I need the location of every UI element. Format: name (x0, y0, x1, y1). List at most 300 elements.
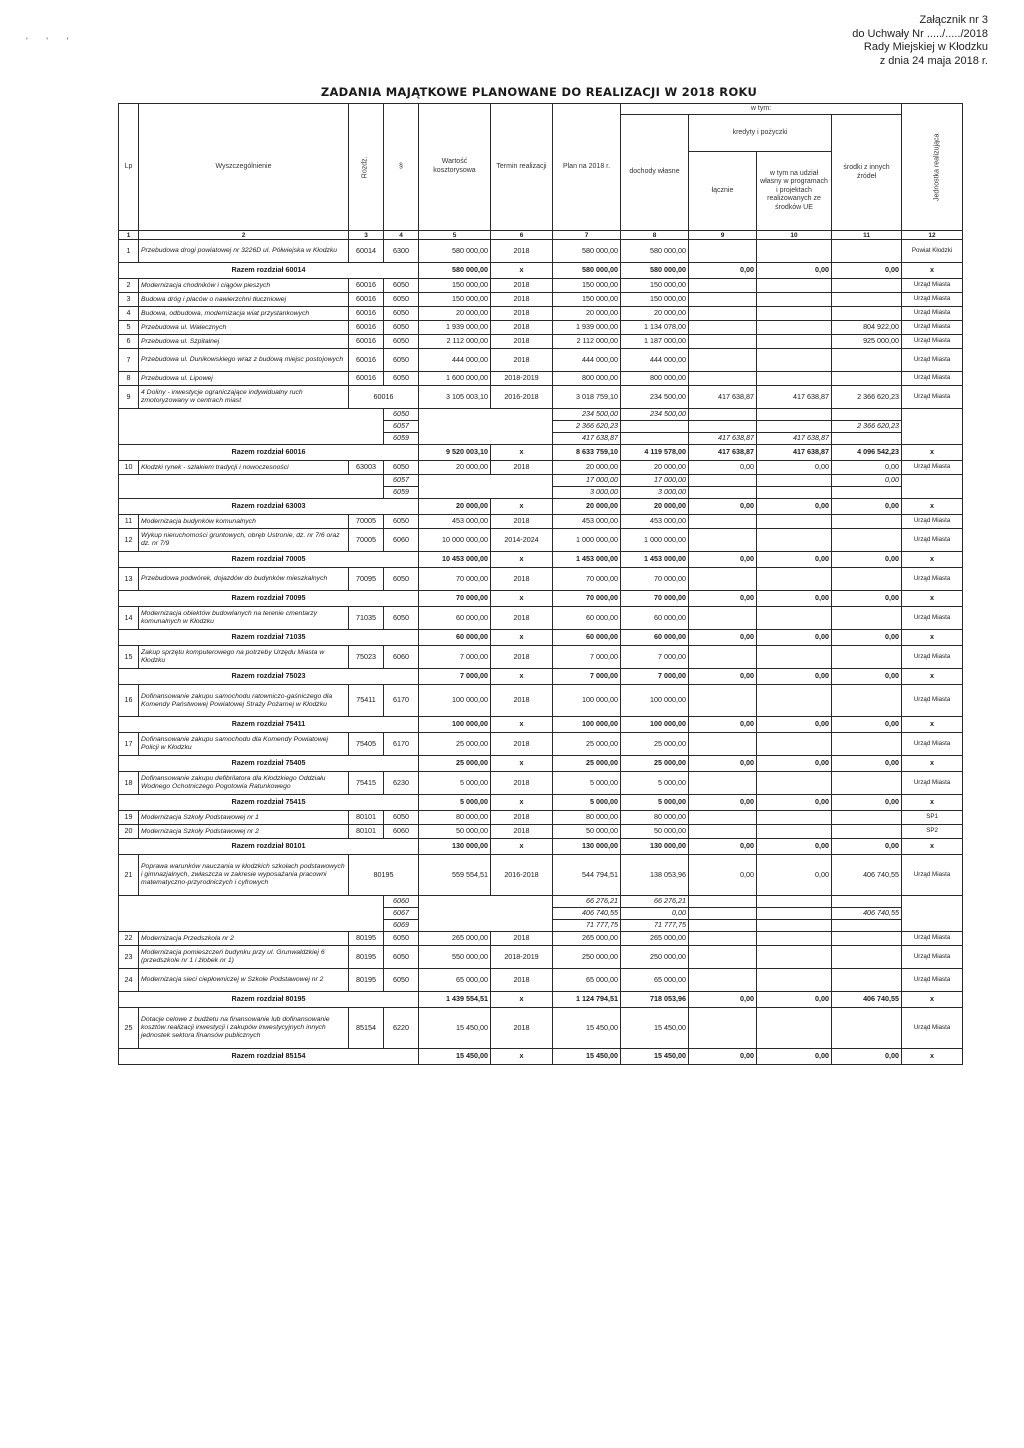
row-credits-eu (757, 307, 832, 321)
table-row (119, 321, 963, 335)
row-description: 4 Doliny - inwestycje ograniczające indywidualny ruch zmotoryzowany w centrach miast (139, 386, 349, 409)
row-value: 2 112 000,00 (419, 335, 491, 349)
row-plan: 50 000,00 (553, 825, 621, 839)
row-lp: 23 (119, 946, 139, 969)
row-description: Modernizacja pomieszczeń budynku przy ul. Grunwaldzkiej 6 (przedszkole nr 1 i żłobek nr 1) (139, 946, 349, 969)
row-term: 2018-2019 (491, 372, 553, 386)
row-credits-eu: 417 638,87 (757, 386, 832, 409)
row-rozdzial: 75405 (349, 733, 384, 756)
sub-row-blank (119, 475, 384, 499)
row-value: 150 000,00 (419, 279, 491, 293)
row-credits-eu: 0,00 (757, 461, 832, 475)
header-plan: Plan na 2018 r. (553, 104, 621, 231)
row-rozdzial: 70005 (349, 515, 384, 529)
row-paragraph: 6050 (384, 969, 419, 992)
total-other-sources: 0,00 (832, 630, 902, 646)
sub-row-other-sources (832, 409, 902, 421)
investment-table (118, 103, 963, 1065)
row-rozdzial: 60016 (349, 279, 384, 293)
row-credits-total: 0,00 (689, 461, 757, 475)
row-paragraph: 6050 (384, 568, 419, 591)
row-other-sources (832, 685, 902, 717)
row-paragraph: 6050 (384, 279, 419, 293)
total-other-sources: 0,00 (832, 717, 902, 733)
row-other-sources (832, 811, 902, 825)
total-own-income: 25 000,00 (621, 756, 689, 772)
total-label: Razem rozdział 75411 (119, 717, 419, 733)
total-unit: x (902, 1049, 963, 1065)
row-term: 2018 (491, 321, 553, 335)
row-term: 2018 (491, 279, 553, 293)
row-own-income: 20 000,00 (621, 307, 689, 321)
row-plan: 1 000 000,00 (553, 529, 621, 552)
column-number: 10 (757, 231, 832, 240)
total-label: Razem rozdział 85154 (119, 1049, 419, 1065)
row-paragraph: 6050 (384, 321, 419, 335)
total-credits-total: 0,00 (689, 795, 757, 811)
total-unit: x (902, 552, 963, 568)
row-unit: Urząd Miasta (902, 568, 963, 591)
row-description: Modernizacja obiektów budowlanych na terenie cmentarzy komunalnych w Kłodzku (139, 607, 349, 630)
row-description: Dofinansowanie zakupu samochodu dla Komendy Powiatowej Policji w Kłodzku (139, 733, 349, 756)
row-other-sources (832, 646, 902, 669)
total-other-sources: 0,00 (832, 591, 902, 607)
row-own-income: 150 000,00 (621, 293, 689, 307)
row-credits-total: 417 638,87 (689, 386, 757, 409)
total-plan: 25 000,00 (553, 756, 621, 772)
row-rozdzial: 80101 (349, 825, 384, 839)
row-rozdzial: 75415 (349, 772, 384, 795)
row-lp: 14 (119, 607, 139, 630)
row-paragraph: 6050 (384, 307, 419, 321)
page-title: ZADANIA MAJĄTKOWE PLANOWANE DO REALIZACJI W 2018 ROKU (320, 85, 758, 99)
total-unit: x (902, 756, 963, 772)
row-lp: 1 (119, 240, 139, 263)
row-description: Kłodzki rynek - szlakiem tradycji i nowoczesności (139, 461, 349, 475)
row-other-sources (832, 307, 902, 321)
row-plan: 265 000,00 (553, 932, 621, 946)
total-plan: 5 000,00 (553, 795, 621, 811)
row-unit: SP2 (902, 825, 963, 839)
row-lp: 7 (119, 349, 139, 372)
sub-row-credits-total (689, 475, 757, 487)
total-term: x (491, 591, 553, 607)
total-term: x (491, 630, 553, 646)
total-other-sources: 0,00 (832, 263, 902, 279)
header-lp: Lp (119, 104, 139, 231)
sub-row-credits-eu (757, 487, 832, 499)
row-other-sources: 925 000,00 (832, 335, 902, 349)
row-own-income: 800 000,00 (621, 372, 689, 386)
sub-row-blank (419, 896, 553, 932)
row-credits-eu (757, 946, 832, 969)
sub-row-paragraph: 6059 (384, 433, 419, 445)
row-description: Przebudowa ul. Lipowej (139, 372, 349, 386)
column-number: 3 (349, 231, 384, 240)
row-unit: Urząd Miasta (902, 685, 963, 717)
row-own-income: 70 000,00 (621, 568, 689, 591)
total-credits-total: 0,00 (689, 717, 757, 733)
row-other-sources (832, 372, 902, 386)
row-term: 2014-2024 (491, 529, 553, 552)
row-description: Poprawa warunków nauczania w kłodzkich szkołach podstawowych i gimnazjalnych, zwłaszcza w zakresie wyposażania pracowni matematyczno-przyrodniczych i cyfrowych (139, 855, 349, 896)
total-own-income: 130 000,00 (621, 839, 689, 855)
total-unit: x (902, 795, 963, 811)
sub-row-plan: 234 500,00 (553, 409, 621, 421)
row-unit: Urząd Miasta (902, 772, 963, 795)
total-credits-eu: 0,00 (757, 499, 832, 515)
row-value: 20 000,00 (419, 461, 491, 475)
row-other-sources (832, 279, 902, 293)
row-rozdzial: 60016 (349, 321, 384, 335)
row-value: 70 000,00 (419, 568, 491, 591)
header-description: Wyszczególnienie (139, 104, 349, 231)
attachment-note (688, 14, 988, 68)
attachment-line: Załącznik nr 3 (919, 14, 988, 26)
row-plan: 100 000,00 (553, 685, 621, 717)
row-term: 2018 (491, 240, 553, 263)
row-description: Dotacje celowe z budżetu na finansowanie lub dofinansowanie kosztów realizacji inwestycji i zakupów inwestycyjnych innych jednostek sektora finansów publicznych (139, 1008, 349, 1049)
total-term: x (491, 669, 553, 685)
row-rozdzial: 80195 (349, 946, 384, 969)
chapter-total-row (119, 445, 963, 461)
table-row (119, 1008, 963, 1049)
total-credits-total: 417 638,87 (689, 445, 757, 461)
total-unit: x (902, 445, 963, 461)
chapter-total-row (119, 717, 963, 733)
total-other-sources: 4 096 542,23 (832, 445, 902, 461)
table-row (119, 646, 963, 669)
row-description: Przebudowa drogi powiatowej nr 3226D ul. Półwiejska w Kłodzku (139, 240, 349, 263)
row-lp: 18 (119, 772, 139, 795)
row-plan: 150 000,00 (553, 293, 621, 307)
row-own-income: 138 053,96 (621, 855, 689, 896)
table-row (119, 772, 963, 795)
row-paragraph: 6220 (384, 1008, 419, 1049)
row-credits-total (689, 335, 757, 349)
row-value: 444 000,00 (419, 349, 491, 372)
total-plan: 7 000,00 (553, 669, 621, 685)
row-term: 2018 (491, 733, 553, 756)
row-plan: 60 000,00 (553, 607, 621, 630)
row-plan: 25 000,00 (553, 733, 621, 756)
table-row (119, 372, 963, 386)
sub-row-other-sources (832, 487, 902, 499)
row-own-income: 444 000,00 (621, 349, 689, 372)
row-lp: 11 (119, 515, 139, 529)
row-paragraph: 6050 (384, 372, 419, 386)
row-term: 2018 (491, 307, 553, 321)
row-credits-eu: 0,00 (757, 855, 832, 896)
row-paragraph: 6050 (384, 932, 419, 946)
total-term: x (491, 1049, 553, 1065)
row-credits-eu (757, 772, 832, 795)
row-value: 80 000,00 (419, 811, 491, 825)
total-own-income: 4 119 578,00 (621, 445, 689, 461)
row-credits-total (689, 825, 757, 839)
row-paragraph: 6060 (384, 825, 419, 839)
row-lp: 20 (119, 825, 139, 839)
row-other-sources: 804 922,00 (832, 321, 902, 335)
total-own-income: 7 000,00 (621, 669, 689, 685)
column-number: 9 (689, 231, 757, 240)
total-term: x (491, 263, 553, 279)
total-credits-total: 0,00 (689, 263, 757, 279)
total-term: x (491, 756, 553, 772)
column-number: 11 (832, 231, 902, 240)
total-credits-total: 0,00 (689, 669, 757, 685)
total-credits-eu: 0,00 (757, 591, 832, 607)
row-description: Modernizacja Szkoły Podstawowej nr 2 (139, 825, 349, 839)
total-credits-eu: 0,00 (757, 839, 832, 855)
row-other-sources (832, 240, 902, 263)
table-row (119, 607, 963, 630)
row-paragraph: 6050 (384, 607, 419, 630)
row-other-sources (832, 825, 902, 839)
row-paragraph: 6050 (384, 461, 419, 475)
row-other-sources (832, 772, 902, 795)
row-other-sources (832, 568, 902, 591)
row-description: Budowa, odbudowa, modernizacja wiat przystankowych (139, 307, 349, 321)
row-credits-eu (757, 969, 832, 992)
row-unit: Urząd Miasta (902, 386, 963, 409)
header-unit (902, 104, 963, 231)
row-credits-eu (757, 685, 832, 717)
row-other-sources (832, 293, 902, 307)
total-plan: 100 000,00 (553, 717, 621, 733)
row-rozdzial: 80101 (349, 811, 384, 825)
total-own-income: 70 000,00 (621, 591, 689, 607)
row-credits-eu (757, 568, 832, 591)
table-row (119, 307, 963, 321)
total-value: 25 000,00 (419, 756, 491, 772)
row-lp: 15 (119, 646, 139, 669)
row-other-sources (832, 349, 902, 372)
header-value: Wartość kosztorysowa (419, 104, 491, 231)
row-unit: Urząd Miasta (902, 321, 963, 335)
row-description: Przebudowa ul. Szpitalnej (139, 335, 349, 349)
row-term: 2018-2019 (491, 946, 553, 969)
table-row (119, 855, 963, 896)
chapter-total-row (119, 263, 963, 279)
sub-row-own-income: 234 500,00 (621, 409, 689, 421)
total-value: 7 000,00 (419, 669, 491, 685)
row-description: Zakup sprzętu komputerowego na potrzeby Urzędu Miasta w Kłodzku (139, 646, 349, 669)
sub-row-paragraph: 6059 (384, 487, 419, 499)
row-own-income: 1 134 078,00 (621, 321, 689, 335)
sub-row-credits-eu: 417 638,87 (757, 433, 832, 445)
row-paragraph: 6050 (384, 811, 419, 825)
row-lp: 9 (119, 386, 139, 409)
total-own-income: 580 000,00 (621, 263, 689, 279)
row-term: 2016-2018 (491, 386, 553, 409)
total-other-sources: 0,00 (832, 795, 902, 811)
row-plan: 3 018 759,10 (553, 386, 621, 409)
column-number: 7 (553, 231, 621, 240)
row-other-sources (832, 1008, 902, 1049)
row-lp: 2 (119, 279, 139, 293)
total-credits-eu: 0,00 (757, 717, 832, 733)
sub-row-own-income: 66 276,21 (621, 896, 689, 908)
row-paragraph: 6050 (384, 349, 419, 372)
sub-row-blank (119, 409, 384, 445)
total-term: x (491, 839, 553, 855)
total-credits-total: 0,00 (689, 992, 757, 1008)
row-own-income: 80 000,00 (621, 811, 689, 825)
total-credits-total: 0,00 (689, 630, 757, 646)
row-term: 2018 (491, 825, 553, 839)
column-number: 2 (139, 231, 349, 240)
table-row (119, 335, 963, 349)
total-own-income: 60 000,00 (621, 630, 689, 646)
row-description: Przebudowa ul. Dunikowskiego wraz z budową miejsc postojowych (139, 349, 349, 372)
row-unit: Urząd Miasta (902, 461, 963, 475)
table-row (119, 946, 963, 969)
total-label: Razem rozdział 71035 (119, 630, 419, 646)
row-term: 2018 (491, 932, 553, 946)
row-rozdzial: 60016 (349, 372, 384, 386)
row-value: 50 000,00 (419, 825, 491, 839)
total-plan: 580 000,00 (553, 263, 621, 279)
row-term: 2018 (491, 646, 553, 669)
row-plan: 15 450,00 (553, 1008, 621, 1049)
row-credits-total (689, 307, 757, 321)
row-rozdzial: 60016 (349, 307, 384, 321)
chapter-total-row (119, 795, 963, 811)
row-other-sources (832, 607, 902, 630)
row-unit: Urząd Miasta (902, 529, 963, 552)
total-label: Razem rozdział 63003 (119, 499, 419, 515)
sub-row-paragraph: 6067 (384, 908, 419, 920)
row-credits-total: 0,00 (689, 855, 757, 896)
total-credits-eu: 0,00 (757, 1049, 832, 1065)
total-other-sources: 406 740,55 (832, 992, 902, 1008)
column-number: 6 (491, 231, 553, 240)
table-row (119, 461, 963, 475)
row-lp: 22 (119, 932, 139, 946)
row-other-sources (832, 733, 902, 756)
sub-row-blank (902, 896, 963, 932)
row-unit: Urząd Miasta (902, 1008, 963, 1049)
row-credits-total (689, 772, 757, 795)
row-value: 550 000,00 (419, 946, 491, 969)
row-value: 100 000,00 (419, 685, 491, 717)
chapter-total-row (119, 591, 963, 607)
row-description: Dofinansowanie zakupu defibrilatora dla Kłodzkiego Oddziału Wodnego Ochotniczego Pogotowia Ratunkowego (139, 772, 349, 795)
row-credits-eu (757, 733, 832, 756)
row-lp: 25 (119, 1008, 139, 1049)
total-label: Razem rozdział 60016 (119, 445, 419, 461)
total-term: x (491, 499, 553, 515)
header-credits-eu: w tym na udział własny w programach i projektach realizowanych ze środków UE (757, 152, 832, 231)
total-unit: x (902, 630, 963, 646)
row-paragraph: 6050 (384, 293, 419, 307)
row-value: 3 105 003,10 (419, 386, 491, 409)
total-credits-eu: 0,00 (757, 552, 832, 568)
attachment-line: z dnia 24 maja 2018 r. (879, 54, 988, 67)
row-unit: Urząd Miasta (902, 969, 963, 992)
sub-row-other-sources (832, 920, 902, 932)
row-value: 1 939 000,00 (419, 321, 491, 335)
row-unit: Urząd Miasta (902, 372, 963, 386)
row-unit: Urząd Miasta (902, 279, 963, 293)
sub-row-other-sources (832, 896, 902, 908)
row-paragraph: 6050 (384, 515, 419, 529)
sub-row-blank (119, 896, 384, 932)
total-plan: 70 000,00 (553, 591, 621, 607)
table-row (119, 685, 963, 717)
row-credits-eu (757, 279, 832, 293)
total-value: 9 520 003,10 (419, 445, 491, 461)
total-own-income: 15 450,00 (621, 1049, 689, 1065)
row-credits-total (689, 515, 757, 529)
row-own-income: 5 000,00 (621, 772, 689, 795)
row-description: Modernizacja budynków komunalnych (139, 515, 349, 529)
sub-row-own-income: 17 000,00 (621, 475, 689, 487)
row-credits-total (689, 811, 757, 825)
total-label: Razem rozdział 60014 (119, 263, 419, 279)
sub-row-blank (419, 475, 553, 499)
row-value: 20 000,00 (419, 307, 491, 321)
sub-row (119, 475, 963, 487)
sub-row-other-sources: 0,00 (832, 475, 902, 487)
row-credits-total (689, 529, 757, 552)
total-plan: 1 124 794,51 (553, 992, 621, 1008)
chapter-total-row (119, 552, 963, 568)
row-description: Przebudowa ul. Walecznych (139, 321, 349, 335)
row-description: Przebudowa podwórek, dojazdów do budynków mieszkalnych (139, 568, 349, 591)
row-credits-total (689, 969, 757, 992)
row-plan: 800 000,00 (553, 372, 621, 386)
row-other-sources (832, 529, 902, 552)
row-own-income: 453 000,00 (621, 515, 689, 529)
row-lp: 5 (119, 321, 139, 335)
sub-row-credits-total (689, 487, 757, 499)
table-row (119, 515, 963, 529)
chapter-total-row (119, 630, 963, 646)
row-description: Dofinansowanie zakupu samochodu ratowniczo-gaśniczego dla Komendy Państwowej Powiatowej Straży Pożarnej w Kłodzku (139, 685, 349, 717)
row-value: 580 000,00 (419, 240, 491, 263)
row-unit: Urząd Miasta (902, 293, 963, 307)
row-plan: 70 000,00 (553, 568, 621, 591)
sub-row-plan: 71 777,75 (553, 920, 621, 932)
row-plan: 65 000,00 (553, 969, 621, 992)
row-own-income: 250 000,00 (621, 946, 689, 969)
row-unit: Urząd Miasta (902, 607, 963, 630)
row-unit: Urząd Miasta (902, 855, 963, 896)
row-credits-total (689, 279, 757, 293)
row-rozdzial: 75023 (349, 646, 384, 669)
header-credits-total: łącznie (689, 152, 757, 231)
sub-row-credits-total (689, 920, 757, 932)
row-unit: Urząd Miasta (902, 515, 963, 529)
row-paragraph: 6060 (384, 529, 419, 552)
row-description: Modernizacja sieci ciepłowniczej w Szkole Podstawowej nr 2 (139, 969, 349, 992)
header-unit-text: Jednostka realizująca (933, 133, 941, 201)
sub-row-own-income: 0,00 (621, 908, 689, 920)
total-label: Razem rozdział 75023 (119, 669, 419, 685)
total-value: 10 453 000,00 (419, 552, 491, 568)
row-value: 15 450,00 (419, 1008, 491, 1049)
row-own-income: 7 000,00 (621, 646, 689, 669)
sub-row-credits-total (689, 421, 757, 433)
sub-row-paragraph: 6057 (384, 475, 419, 487)
row-rozdzial: 85154 (349, 1008, 384, 1049)
header-other-sources: środki z innych źródeł (832, 115, 902, 231)
header-w-tym: w tym: (621, 104, 902, 115)
row-plan: 1 939 000,00 (553, 321, 621, 335)
row-term: 2018 (491, 461, 553, 475)
